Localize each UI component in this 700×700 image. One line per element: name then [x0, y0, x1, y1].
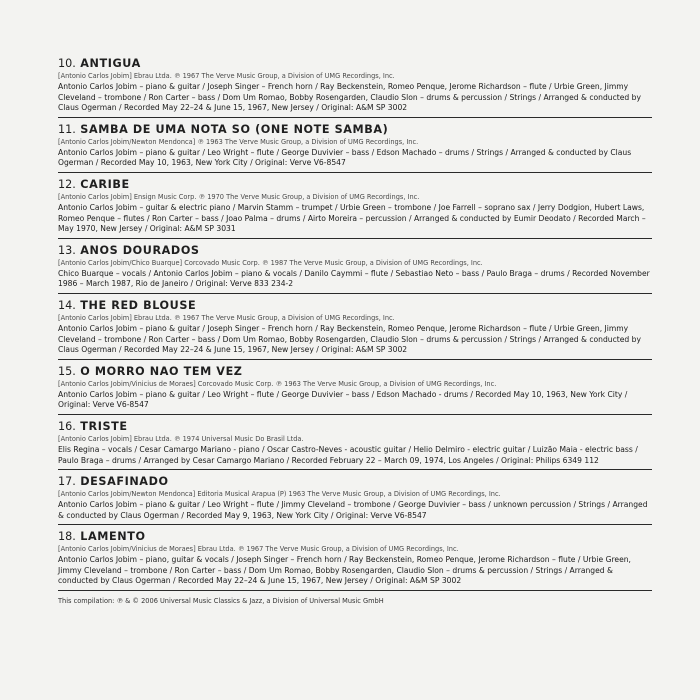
track-name: TRISTE [80, 419, 128, 433]
track-title [58, 178, 652, 191]
track-credits: Antonio Carlos Jobim – piano & guitar / Leo Wright – flute / George Duvivier – bass / Edson Machado - drums / Recorded May 10, 1963, New York City / Original: Verve V6-8547 [58, 389, 628, 410]
track-credits: Antonio Carlos Jobim – piano & guitar / Leo Wright – flute / Jimmy Cleveland – trombone / George Duvivier – bass / unknown percussion / Strings / Arranged & conducted by Claus Ogerman / Recorded May 9, 1963, New York City / Original: Verve V6-8547 [58, 500, 648, 520]
track-copyright: [Antonio Carlos Jobim/Chico Buarque] Corcovado Music Corp. ℗ 1987 The Verve Music Group, a Division of UMG Recordings, Inc. [58, 258, 483, 267]
track-name: SAMBA DE UMA NOTA SO (ONE NOTE SAMBA) [80, 122, 389, 136]
track-number: 14. [58, 298, 76, 312]
track-number: 15. [58, 364, 76, 378]
track-credits: Antonio Carlos Jobim – piano & guitar / Joseph Singer – French horn / Ray Beckenstein, Romeo Penque, Jerome Richardson – flute / Urbie Green, Jimmy Cleveland – trombone / Ron Carter – bass / Dom Um Romao, Bobby Rosengarden, Claudio Slon – drums & percussion / Strings / Arranged & conducted by Claus Ogerman / Recorded May 22–24 & June 15, 1967, New Jersey / Original: A&M SP 3002 [58, 82, 641, 113]
track-title [58, 299, 652, 312]
track-copyright: [Antonio Carlos Jobim] Ensign Music Corp. ℗ 1970 The Verve Music Group, a Division of UMG Recordings, Inc. [58, 192, 420, 201]
track-entry [58, 122, 652, 173]
track-copyright: [Antonio Carlos Jobim] Ebrau Ltda. ℗ 1974 Universal Music Do Brasil Ltda. [58, 434, 304, 443]
track-credits: Antonio Carlos Jobim – piano & guitar / Leo Wright – flute / George Duvivier – bass / Edson Machado – drums / Strings / Arranged & conducted by Claus Ogerman / Recorded May 10, 1963, New York City / Original: Verve V6-8547 [58, 147, 632, 168]
track-credits: Antonio Carlos Jobim – guitar & electric piano / Marvin Stamm – trumpet / Urbie Green – trombone / Joe Farrell – soprano sax / Jerry Dodgion, Hubert Laws, Romeo Penque – flutes / Ron Carter – bass / Joao Palma – drums / Airto Moreira – percussion / Arranged & conducted by Eumir Deodato / Recorded March – May 1970, New Jersey / Original: A&M SP 3031 [58, 202, 646, 234]
track-credits: Antonio Carlos Jobim – piano & guitar / Joseph Singer – French horn / Ray Beckenstein, Romeo Penque, Jerome Richardson – flute / Urbie Green, Jimmy Cleveland – trombone / Ron Carter – bass / Dom Um Romao, Bobby Rosengarden, Claudio Slon – drums & percussion / Strings / Arranged & conducted by Claus Ogerman / Recorded May 22–24 & June 15, 1967, New Jersey / Original: A&M SP 3002 [58, 323, 641, 355]
track-number: 11. [58, 122, 76, 136]
track-copyright: [Antonio Carlos Jobim/Vinicius de Moraes] Ebrau Ltda. ℗ 1967 The Verve Music Group, a Division of UMG Recordings, Inc. [58, 545, 459, 554]
track-entry [58, 364, 652, 415]
track-number: 10. [58, 57, 76, 70]
track-copyright: [Antonio Carlos Jobim] Ebrau Ltda. ℗ 1967 The Verve Music Group, a Division of UMG Recordings, Inc. [58, 72, 395, 80]
track-name: THE RED BLOUSE [80, 298, 197, 312]
track-entry [58, 474, 652, 525]
track-entry [58, 419, 652, 470]
track-title [58, 123, 652, 136]
track-name: ANOS DOURADOS [80, 243, 200, 257]
track-name: CARIBE [80, 177, 130, 191]
track-entry [58, 298, 652, 360]
track-copyright: [Antonio Carlos Jobim/Vinicius de Moraes] Corcovado Music Corp. ℗ 1963 The Verve Music Group, a Division of UMG Recordings, Inc. [58, 379, 497, 388]
compilation-notice: This compilation: ℗ & © 2006 Universal Music Classics & Jazz, a Division of Universal Music GmbH [58, 597, 384, 606]
track-title [58, 244, 652, 257]
track-number: 17. [58, 475, 76, 489]
track-name: O MORRO NAO TEM VEZ [80, 364, 243, 378]
track-number: 16. [58, 419, 76, 433]
track-title [58, 57, 652, 70]
track-title [58, 365, 652, 378]
track-title [58, 530, 652, 543]
track-title [58, 420, 652, 433]
track-entry [58, 529, 652, 591]
track-copyright: [Antonio Carlos Jobim] Ebrau Ltda. ℗ 1967 The Verve Music Group, a Division of UMG Recordings, Inc. [58, 313, 395, 322]
track-name: ANTIGUA [80, 57, 141, 70]
track-list [58, 56, 652, 591]
track-credits: Antonio Carlos Jobim – piano, guitar & vocals / Joseph Singer – French horn / Ray Beckenstein, Romeo Penque, Jerome Richardson – flute / Urbie Green, Jimmy Cleveland – trombone / Ron Carter – bass / Dom Um Romao, Bobby Rosengarden, Claudio Slon – drums & percussion / Strings / Arranged & conducted by Claus Ogerman / Recorded May 22–24 & June 15, 1967, New Jersey / Original: A&M SP 3002 [58, 555, 631, 586]
track-entry [58, 56, 652, 118]
track-credits: Chico Buarque – vocals / Antonio Carlos Jobim – piano & vocals / Danilo Caymmi – flute / Sebastiao Neto – bass / Paulo Braga – drums / Recorded November 1986 – March 1987, Rio de Janeiro / Original: Verve 833 234-2 [58, 268, 650, 289]
track-entry [58, 177, 652, 239]
track-name: LAMENTO [80, 530, 146, 544]
track-number: 18. [58, 530, 76, 544]
track-number: 12. [58, 177, 76, 191]
track-copyright: [Antonio Carlos Jobim/Newton Mendonca] ℗ 1963 The Verve Music Group, a Division of UMG Recordings, Inc. [58, 137, 419, 146]
track-number: 13. [58, 243, 76, 257]
track-name: DESAFINADO [80, 475, 169, 489]
track-entry [58, 243, 652, 294]
track-credits: Elis Regina – vocals / Cesar Camargo Mariano - piano / Oscar Castro-Neves - acoustic guitar / Helio Delmiro - electric guitar / Luizão Maia - electric bass / Paulo Braga – drums / Arranged by Cesar Camargo Mariano / Recorded February 22 – March 09, 1974, Los Angeles / Original: Philips 6349 112 [58, 444, 638, 465]
track-title [58, 475, 652, 488]
track-copyright: [Antonio Carlos Jobim/Newton Mendonca] Editoria Musical Arapua (P) 1963 The Verve Music Group, a Division of UMG Recordings, Inc. [58, 490, 501, 499]
